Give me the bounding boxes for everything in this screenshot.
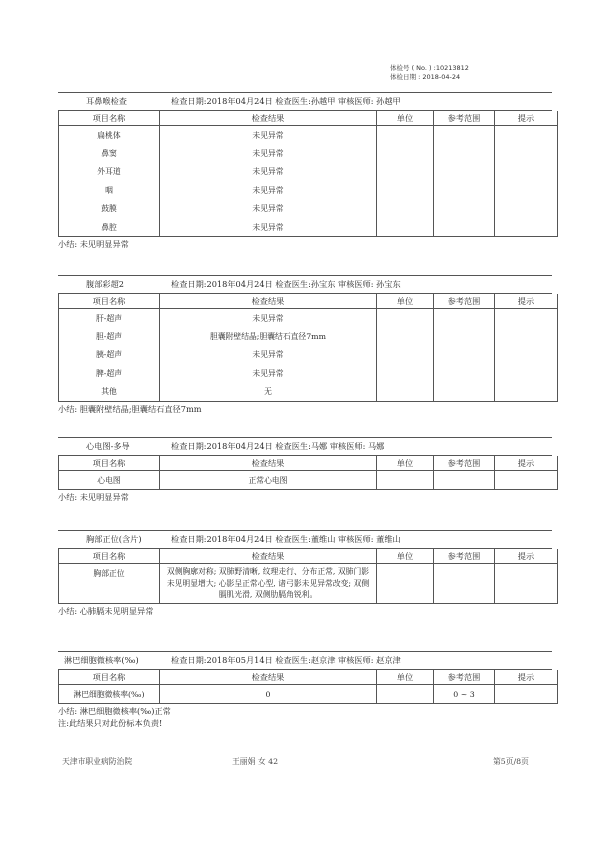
unit-cell: [377, 327, 434, 345]
ref-cell: [434, 564, 495, 604]
hint-cell: [495, 471, 558, 490]
result-cell: 未见异常: [160, 200, 377, 218]
table-row: [59, 685, 558, 704]
unit-cell: [377, 364, 434, 382]
table-row: [59, 200, 558, 218]
ref-cell: 0 ~ 3: [434, 685, 495, 704]
unit-cell: [377, 383, 434, 402]
unit-cell: [377, 200, 434, 218]
table-row: [59, 471, 558, 490]
item-cell: 胸部正位: [59, 564, 160, 604]
unit-cell: [377, 346, 434, 364]
col-ref: 参考范围: [434, 670, 495, 685]
col-ref: 参考范围: [434, 456, 495, 471]
hint-cell: [495, 364, 558, 382]
item-cell: 咽: [59, 181, 160, 199]
section-header: [58, 530, 552, 549]
section-summary: 小结: 心肺膈未见明显异常: [58, 605, 154, 616]
table-row: [59, 126, 558, 145]
table-row: [59, 218, 558, 237]
col-ref: 参考范围: [434, 549, 495, 564]
result-table: [58, 294, 558, 402]
result-cell: 双侧胸廓对称; 双肺野清晰, 纹理走行、分布正常, 双肺门影未见明显增大; 心影呈正常心型, 诸弓影未见异常改变; 双侧膈肌光滑, 双侧肋膈角锐利。: [160, 564, 377, 604]
item-cell: 胰-超声: [59, 346, 160, 364]
col-hint: 提示: [495, 456, 558, 471]
col-unit: 单位: [377, 670, 434, 685]
ref-cell: [434, 163, 495, 181]
unit-cell: [377, 181, 434, 199]
footer-patient: 王丽娟 女 42: [232, 757, 279, 766]
result-cell: 未见异常: [160, 144, 377, 162]
unit-cell: [377, 471, 434, 490]
hint-cell: [495, 181, 558, 199]
section-chest-xray: [58, 530, 552, 617]
result-cell: 无: [160, 383, 377, 402]
item-cell: 鼻腔: [59, 218, 160, 237]
section-header: [58, 92, 552, 111]
disclaimer-note: 注:此结果只对此份标本负责!: [58, 718, 163, 728]
hint-cell: [495, 383, 558, 402]
exam-number: 体检号 ( No. ) :10213812: [390, 64, 469, 72]
ref-cell: [434, 218, 495, 237]
section-title: 淋巴细胞微核率(‰): [64, 655, 139, 665]
hint-cell: [495, 163, 558, 181]
result-cell: 未见异常: [160, 346, 377, 364]
ref-cell: [434, 346, 495, 364]
col-ref: 参考范围: [434, 111, 495, 126]
col-item: 项目名称: [59, 549, 160, 564]
table-row: [59, 163, 558, 181]
section-summary: 小结: 胆囊附壁结晶;胆囊结石直径7mm: [58, 403, 202, 414]
section-header: [58, 651, 552, 670]
ref-cell: [434, 144, 495, 162]
footer-page-number: 第5页/8页: [493, 757, 529, 766]
section-title: 心电图-多导: [86, 441, 130, 451]
result-cell: 未见异常: [160, 218, 377, 237]
result-cell: 未见异常: [160, 126, 377, 145]
hint-cell: [495, 346, 558, 364]
section-title: 胸部正位(含片): [86, 534, 142, 544]
result-cell: 胆囊附壁结晶;胆囊结石直径7mm: [160, 327, 377, 345]
ref-cell: [434, 327, 495, 345]
result-table: [58, 549, 558, 604]
item-cell: 鼻窦: [59, 144, 160, 162]
result-cell: 未见异常: [160, 181, 377, 199]
unit-cell: [377, 126, 434, 145]
unit-cell: [377, 218, 434, 237]
result-cell: 未见异常: [160, 163, 377, 181]
section-abdominal-ultrasound: [58, 275, 552, 415]
section-summary: 小结: 淋巴细胞微核率(‰)正常: [58, 706, 171, 717]
section-title: 腹部彩超2: [86, 279, 124, 289]
result-cell: 正常心电图: [160, 471, 377, 490]
section-ent: [58, 92, 552, 250]
result-cell: 未见异常: [160, 364, 377, 382]
hint-cell: [495, 564, 558, 604]
item-cell: 胆-超声: [59, 327, 160, 345]
section-info: 检查日期:2018年04月24日 检查医生:孙宝东 审核医师: 孙宝东: [171, 279, 401, 289]
col-result: 检查结果: [160, 549, 377, 564]
ref-cell: [434, 181, 495, 199]
result-cell: 0: [160, 685, 377, 704]
col-item: 项目名称: [59, 670, 160, 685]
section-ecg: [58, 437, 552, 503]
col-unit: 单位: [377, 549, 434, 564]
col-hint: 提示: [495, 294, 558, 309]
table-row: [59, 346, 558, 364]
result-cell: 未见异常: [160, 309, 377, 328]
col-result: 检查结果: [160, 670, 377, 685]
section-header: [58, 437, 552, 456]
section-info: 检查日期:2018年04月24日 检查医生:马娜 审核医师: 马娜: [171, 441, 385, 451]
table-row: [59, 181, 558, 199]
section-info: 检查日期:2018年04月24日 检查医生:董维山 审核医师: 董维山: [171, 534, 401, 544]
col-result: 检查结果: [160, 111, 377, 126]
col-item: 项目名称: [59, 294, 160, 309]
table-row: [59, 144, 558, 162]
col-hint: 提示: [495, 111, 558, 126]
hint-cell: [495, 327, 558, 345]
exam-date: 体检日期 : 2018-04-24: [390, 73, 461, 81]
col-item: 项目名称: [59, 111, 160, 126]
ref-cell: [434, 200, 495, 218]
footer-institution: 天津市职业病防治院: [62, 757, 133, 766]
col-hint: 提示: [495, 670, 558, 685]
hint-cell: [495, 685, 558, 704]
result-table: [58, 670, 558, 704]
unit-cell: [377, 685, 434, 704]
col-result: 检查结果: [160, 456, 377, 471]
ref-cell: [434, 309, 495, 328]
hint-cell: [495, 126, 558, 145]
item-cell: 脾-超声: [59, 364, 160, 382]
unit-cell: [377, 309, 434, 328]
ref-cell: [434, 471, 495, 490]
col-unit: 单位: [377, 111, 434, 126]
item-cell: 心电图: [59, 471, 160, 490]
item-cell: 肝-超声: [59, 309, 160, 328]
section-summary: 小结: 未见明显异常: [58, 239, 129, 250]
ref-cell: [434, 364, 495, 382]
section-header: [58, 275, 552, 294]
table-row: [59, 364, 558, 382]
section-title: 耳鼻喉检查: [86, 96, 127, 106]
col-result: 检查结果: [160, 294, 377, 309]
table-row: [59, 309, 558, 328]
item-cell: 外耳道: [59, 163, 160, 181]
item-cell: 淋巴细胞微核率(‰): [59, 685, 160, 704]
hint-cell: [495, 144, 558, 162]
item-cell: 其他: [59, 383, 160, 402]
section-info: 检查日期:2018年05月14日 检查医生:赵京津 审核医师: 赵京津: [171, 655, 401, 665]
item-cell: 扁桃体: [59, 126, 160, 145]
section-info: 检查日期:2018年04月24日 检查医生:孙越甲 审核医师: 孙越甲: [171, 96, 401, 106]
col-item: 项目名称: [59, 456, 160, 471]
hint-cell: [495, 218, 558, 237]
table-row: [59, 564, 558, 604]
table-row: [59, 383, 558, 402]
unit-cell: [377, 163, 434, 181]
hint-cell: [495, 309, 558, 328]
item-cell: 鼓膜: [59, 200, 160, 218]
section-summary: 小结: 未见明显异常: [58, 492, 129, 503]
result-table: [58, 456, 558, 490]
col-hint: 提示: [495, 549, 558, 564]
unit-cell: [377, 564, 434, 604]
hint-cell: [495, 200, 558, 218]
unit-cell: [377, 144, 434, 162]
col-ref: 参考范围: [434, 294, 495, 309]
ref-cell: [434, 126, 495, 145]
ref-cell: [434, 383, 495, 402]
result-table: [58, 111, 558, 237]
col-unit: 单位: [377, 294, 434, 309]
table-row: [59, 327, 558, 345]
section-micronucleus: [58, 651, 552, 717]
col-unit: 单位: [377, 456, 434, 471]
